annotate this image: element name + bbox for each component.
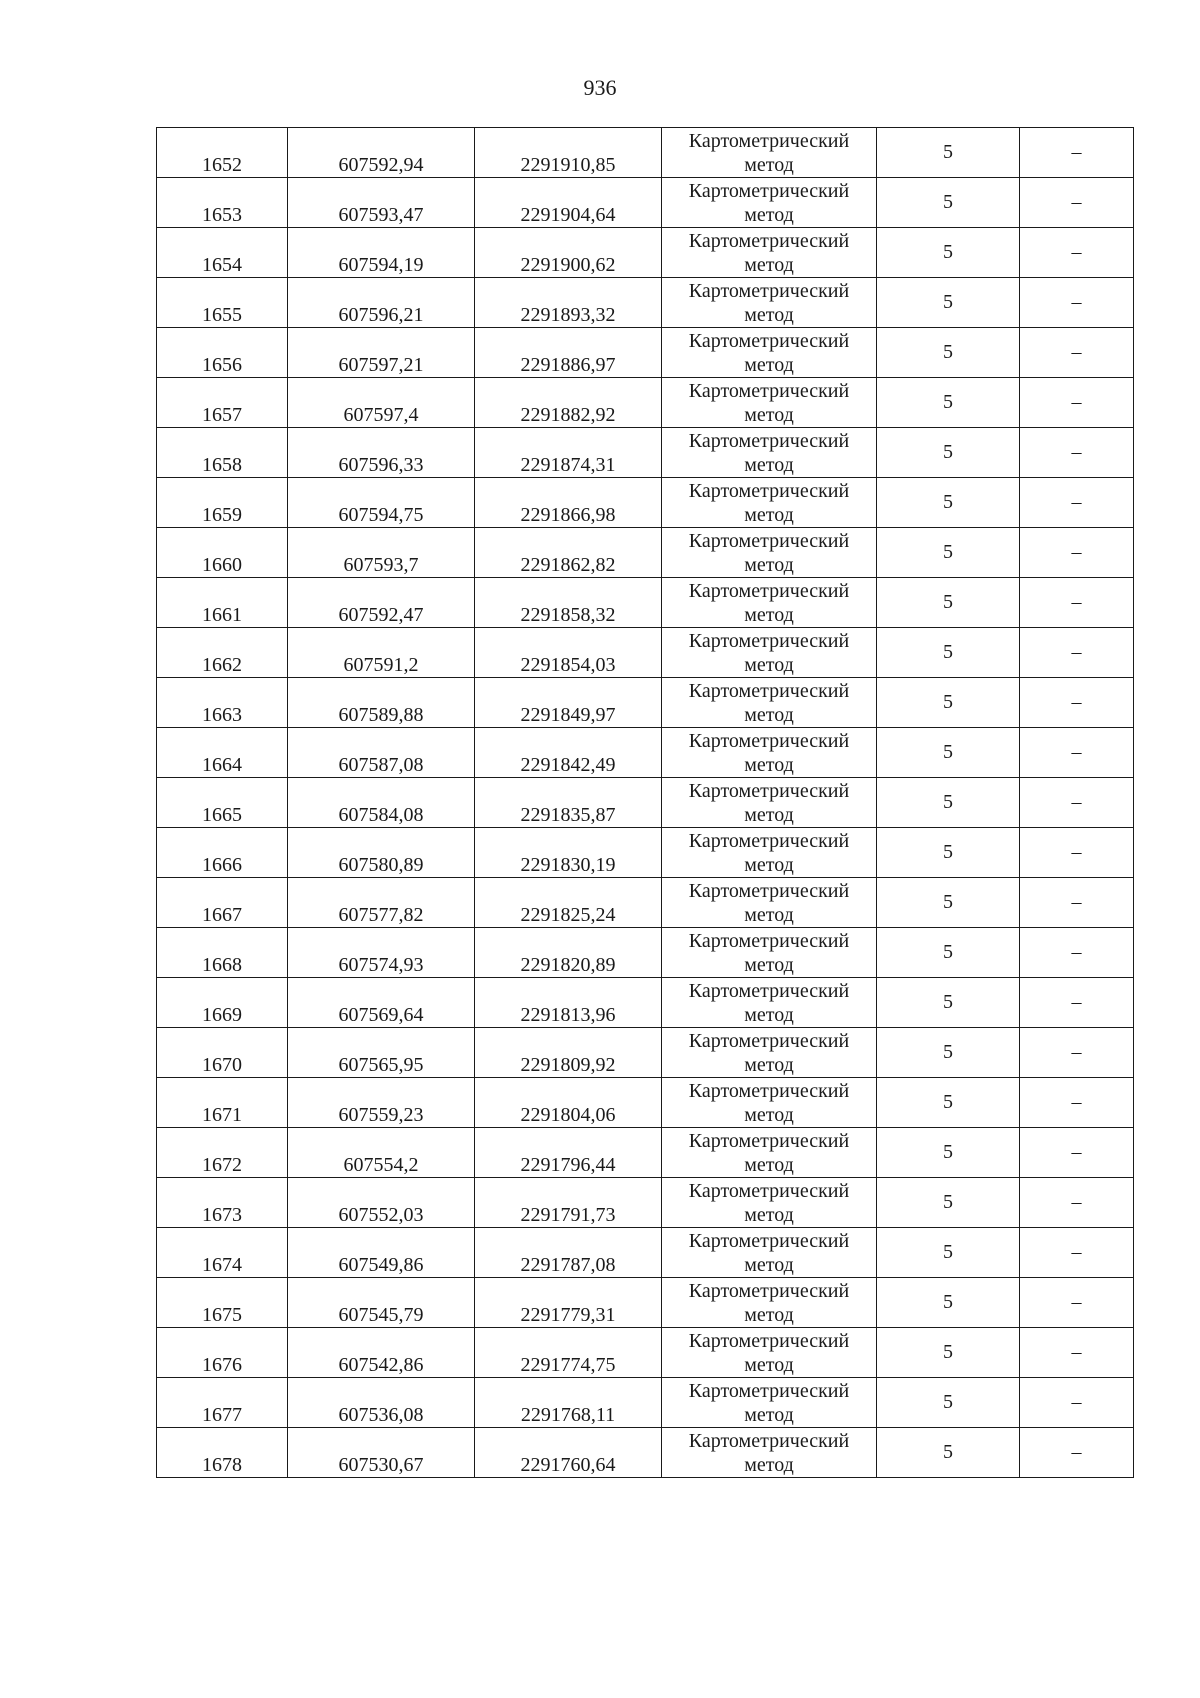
x-coordinate-cell: 607597,21 [288, 328, 475, 378]
table-row [157, 778, 1134, 828]
y-coordinate-cell: 2291849,97 [475, 678, 662, 728]
method-line-1: Картометрический [688, 979, 850, 1002]
point-number-cell: 1658 [157, 428, 288, 478]
x-coordinate-cell: 607591,2 [288, 628, 475, 678]
accuracy-cell: 5 [877, 178, 1020, 228]
method-line-1: Картометрический [688, 529, 850, 552]
table-row [157, 528, 1134, 578]
method-line-1: Картометрический [688, 1329, 850, 1352]
x-coordinate-cell: 607580,89 [288, 828, 475, 878]
method-line-1: Картометрический [688, 629, 850, 652]
method-line-1: Картометрический [688, 929, 850, 952]
description-cell: – [1020, 278, 1134, 328]
table-row [157, 1328, 1134, 1378]
accuracy-cell: 5 [877, 1428, 1020, 1478]
description-cell: – [1020, 128, 1134, 178]
description-cell: – [1020, 1178, 1134, 1228]
method-line-1: Картометрический [688, 1379, 850, 1402]
method-line-1: Картометрический [688, 279, 850, 302]
y-coordinate-cell: 2291858,32 [475, 578, 662, 628]
y-coordinate-cell: 2291835,87 [475, 778, 662, 828]
description-cell: – [1020, 228, 1134, 278]
x-coordinate-cell: 607593,47 [288, 178, 475, 228]
accuracy-cell: 5 [877, 878, 1020, 928]
x-coordinate-cell: 607545,79 [288, 1278, 475, 1328]
table-row [157, 1278, 1134, 1328]
table-row [157, 1428, 1134, 1478]
description-cell: – [1020, 1028, 1134, 1078]
method-cell [662, 1128, 877, 1178]
accuracy-cell: 5 [877, 1028, 1020, 1078]
point-number-cell: 1664 [157, 728, 288, 778]
x-coordinate-cell: 607589,88 [288, 678, 475, 728]
description-cell: – [1020, 728, 1134, 778]
method-line-1: Картометрический [688, 1229, 850, 1252]
accuracy-cell: 5 [877, 378, 1020, 428]
method-line-2: метод [744, 203, 794, 226]
accuracy-cell: 5 [877, 928, 1020, 978]
method-line-1: Картометрический [688, 229, 850, 252]
x-coordinate-cell: 607593,7 [288, 528, 475, 578]
method-cell [662, 1278, 877, 1328]
method-line-1: Картометрический [688, 479, 850, 502]
y-coordinate-cell: 2291791,73 [475, 1178, 662, 1228]
accuracy-cell: 5 [877, 328, 1020, 378]
method-line-1: Картометрический [688, 729, 850, 752]
point-number-cell: 1662 [157, 628, 288, 678]
accuracy-cell: 5 [877, 578, 1020, 628]
method-line-2: метод [744, 603, 794, 626]
method-cell [662, 178, 877, 228]
description-cell: – [1020, 1378, 1134, 1428]
table-row [157, 378, 1134, 428]
table-row [157, 178, 1134, 228]
y-coordinate-cell: 2291774,75 [475, 1328, 662, 1378]
method-cell [662, 928, 877, 978]
method-line-2: метод [744, 503, 794, 526]
table-row [157, 578, 1134, 628]
point-number-cell: 1655 [157, 278, 288, 328]
method-line-1: Картометрический [688, 429, 850, 452]
y-coordinate-cell: 2291874,31 [475, 428, 662, 478]
method-line-2: метод [744, 1253, 794, 1276]
y-coordinate-cell: 2291768,11 [475, 1378, 662, 1428]
method-line-1: Картометрический [688, 879, 850, 902]
y-coordinate-cell: 2291904,64 [475, 178, 662, 228]
method-line-2: метод [744, 553, 794, 576]
accuracy-cell: 5 [877, 428, 1020, 478]
accuracy-cell: 5 [877, 1128, 1020, 1178]
method-line-1: Картометрический [688, 679, 850, 702]
point-number-cell: 1676 [157, 1328, 288, 1378]
accuracy-cell: 5 [877, 628, 1020, 678]
page-number: 936 [583, 75, 617, 100]
x-coordinate-cell: 607594,19 [288, 228, 475, 278]
method-cell [662, 428, 877, 478]
x-coordinate-cell: 607559,23 [288, 1078, 475, 1128]
point-number-cell: 1668 [157, 928, 288, 978]
y-coordinate-cell: 2291779,31 [475, 1278, 662, 1328]
method-cell [662, 1178, 877, 1228]
table-row [157, 978, 1134, 1028]
method-cell [662, 728, 877, 778]
method-line-2: метод [744, 1053, 794, 1076]
method-line-2: метод [744, 853, 794, 876]
method-line-2: метод [744, 1453, 794, 1476]
point-number-cell: 1654 [157, 228, 288, 278]
description-cell: – [1020, 1078, 1134, 1128]
y-coordinate-cell: 2291862,82 [475, 528, 662, 578]
method-cell [662, 678, 877, 728]
x-coordinate-cell: 607542,86 [288, 1328, 475, 1378]
method-line-1: Картометрический [688, 579, 850, 602]
method-line-1: Картометрический [688, 1029, 850, 1052]
point-number-cell: 1659 [157, 478, 288, 528]
x-coordinate-cell: 607584,08 [288, 778, 475, 828]
description-cell: – [1020, 178, 1134, 228]
method-cell [662, 478, 877, 528]
accuracy-cell: 5 [877, 1078, 1020, 1128]
method-line-2: метод [744, 1103, 794, 1126]
method-cell [662, 978, 877, 1028]
y-coordinate-cell: 2291813,96 [475, 978, 662, 1028]
table-row [157, 628, 1134, 678]
description-cell: – [1020, 978, 1134, 1028]
y-coordinate-cell: 2291882,92 [475, 378, 662, 428]
point-number-cell: 1656 [157, 328, 288, 378]
method-line-2: метод [744, 653, 794, 676]
accuracy-cell: 5 [877, 978, 1020, 1028]
x-coordinate-cell: 607569,64 [288, 978, 475, 1028]
method-line-1: Картометрический [688, 779, 850, 802]
method-line-2: метод [744, 803, 794, 826]
description-cell: – [1020, 578, 1134, 628]
point-number-cell: 1674 [157, 1228, 288, 1278]
point-number-cell: 1665 [157, 778, 288, 828]
table-row [157, 228, 1134, 278]
accuracy-cell: 5 [877, 528, 1020, 578]
accuracy-cell: 5 [877, 1278, 1020, 1328]
table-row [157, 1228, 1134, 1278]
table-row [157, 478, 1134, 528]
table-row [157, 278, 1134, 328]
y-coordinate-cell: 2291893,32 [475, 278, 662, 328]
table-row [157, 878, 1134, 928]
method-line-1: Картометрический [688, 1279, 850, 1302]
accuracy-cell: 5 [877, 1228, 1020, 1278]
x-coordinate-cell: 607565,95 [288, 1028, 475, 1078]
accuracy-cell: 5 [877, 728, 1020, 778]
y-coordinate-cell: 2291804,06 [475, 1078, 662, 1128]
y-coordinate-cell: 2291830,19 [475, 828, 662, 878]
method-line-1: Картометрический [688, 379, 850, 402]
method-line-2: метод [744, 253, 794, 276]
method-cell [662, 878, 877, 928]
method-line-1: Картометрический [688, 829, 850, 852]
method-cell [662, 1228, 877, 1278]
method-line-2: метод [744, 903, 794, 926]
table-row [157, 1128, 1134, 1178]
x-coordinate-cell: 607592,47 [288, 578, 475, 628]
method-line-2: метод [744, 403, 794, 426]
x-coordinate-cell: 607596,33 [288, 428, 475, 478]
method-line-2: метод [744, 1353, 794, 1376]
table-row [157, 728, 1134, 778]
point-number-cell: 1667 [157, 878, 288, 928]
method-cell [662, 278, 877, 328]
y-coordinate-cell: 2291809,92 [475, 1028, 662, 1078]
method-line-2: метод [744, 1403, 794, 1426]
y-coordinate-cell: 2291866,98 [475, 478, 662, 528]
x-coordinate-cell: 607597,4 [288, 378, 475, 428]
x-coordinate-cell: 607530,67 [288, 1428, 475, 1478]
method-line-2: метод [744, 1153, 794, 1176]
method-line-2: метод [744, 703, 794, 726]
y-coordinate-cell: 2291787,08 [475, 1228, 662, 1278]
x-coordinate-cell: 607554,2 [288, 1128, 475, 1178]
point-number-cell: 1678 [157, 1428, 288, 1478]
point-number-cell: 1672 [157, 1128, 288, 1178]
method-cell [662, 1378, 877, 1428]
table-row [157, 1178, 1134, 1228]
method-cell [662, 628, 877, 678]
description-cell: – [1020, 1278, 1134, 1328]
x-coordinate-cell: 607552,03 [288, 1178, 475, 1228]
description-cell: – [1020, 328, 1134, 378]
description-cell: – [1020, 1328, 1134, 1378]
method-cell [662, 1028, 877, 1078]
point-number-cell: 1673 [157, 1178, 288, 1228]
accuracy-cell: 5 [877, 1328, 1020, 1378]
x-coordinate-cell: 607536,08 [288, 1378, 475, 1428]
point-number-cell: 1657 [157, 378, 288, 428]
accuracy-cell: 5 [877, 228, 1020, 278]
method-line-1: Картометрический [688, 329, 850, 352]
table-body [157, 128, 1134, 1478]
method-line-2: метод [744, 453, 794, 476]
point-number-cell: 1663 [157, 678, 288, 728]
method-line-1: Картометрический [688, 179, 850, 202]
method-cell [662, 128, 877, 178]
description-cell: – [1020, 1428, 1134, 1478]
table-row [157, 678, 1134, 728]
accuracy-cell: 5 [877, 478, 1020, 528]
method-line-1: Картометрический [688, 1179, 850, 1202]
table-row [157, 328, 1134, 378]
method-line-2: метод [744, 1203, 794, 1226]
coordinates-table [156, 127, 1134, 1478]
x-coordinate-cell: 607596,21 [288, 278, 475, 328]
description-cell: – [1020, 778, 1134, 828]
table-row [157, 928, 1134, 978]
description-cell: – [1020, 428, 1134, 478]
method-line-2: метод [744, 1303, 794, 1326]
y-coordinate-cell: 2291900,62 [475, 228, 662, 278]
point-number-cell: 1661 [157, 578, 288, 628]
accuracy-cell: 5 [877, 678, 1020, 728]
point-number-cell: 1660 [157, 528, 288, 578]
table-row [157, 128, 1134, 178]
method-cell [662, 1328, 877, 1378]
method-line-1: Картометрический [688, 1129, 850, 1152]
x-coordinate-cell: 607577,82 [288, 878, 475, 928]
description-cell: – [1020, 928, 1134, 978]
method-line-2: метод [744, 953, 794, 976]
method-cell [662, 778, 877, 828]
x-coordinate-cell: 607594,75 [288, 478, 475, 528]
description-cell: – [1020, 1128, 1134, 1178]
description-cell: – [1020, 378, 1134, 428]
y-coordinate-cell: 2291910,85 [475, 128, 662, 178]
accuracy-cell: 5 [877, 1378, 1020, 1428]
table-row [157, 1078, 1134, 1128]
y-coordinate-cell: 2291820,89 [475, 928, 662, 978]
table-row [157, 428, 1134, 478]
accuracy-cell: 5 [877, 128, 1020, 178]
method-cell [662, 528, 877, 578]
y-coordinate-cell: 2291886,97 [475, 328, 662, 378]
method-line-2: метод [744, 753, 794, 776]
point-number-cell: 1671 [157, 1078, 288, 1128]
table-row [157, 1378, 1134, 1428]
y-coordinate-cell: 2291825,24 [475, 878, 662, 928]
method-cell [662, 228, 877, 278]
description-cell: – [1020, 828, 1134, 878]
point-number-cell: 1669 [157, 978, 288, 1028]
y-coordinate-cell: 2291760,64 [475, 1428, 662, 1478]
method-line-1: Картометрический [688, 1429, 850, 1452]
method-cell [662, 578, 877, 628]
method-line-1: Картометрический [688, 1079, 850, 1102]
method-line-1: Картометрический [688, 129, 850, 152]
method-cell [662, 1428, 877, 1478]
accuracy-cell: 5 [877, 1178, 1020, 1228]
y-coordinate-cell: 2291854,03 [475, 628, 662, 678]
method-line-2: метод [744, 303, 794, 326]
x-coordinate-cell: 607587,08 [288, 728, 475, 778]
description-cell: – [1020, 478, 1134, 528]
x-coordinate-cell: 607592,94 [288, 128, 475, 178]
method-cell [662, 828, 877, 878]
accuracy-cell: 5 [877, 778, 1020, 828]
point-number-cell: 1675 [157, 1278, 288, 1328]
method-line-2: метод [744, 153, 794, 176]
method-line-2: метод [744, 353, 794, 376]
point-number-cell: 1677 [157, 1378, 288, 1428]
point-number-cell: 1666 [157, 828, 288, 878]
x-coordinate-cell: 607574,93 [288, 928, 475, 978]
table-row [157, 1028, 1134, 1078]
description-cell: – [1020, 678, 1134, 728]
method-cell [662, 328, 877, 378]
description-cell: – [1020, 878, 1134, 928]
method-line-2: метод [744, 1003, 794, 1026]
y-coordinate-cell: 2291796,44 [475, 1128, 662, 1178]
x-coordinate-cell: 607549,86 [288, 1228, 475, 1278]
y-coordinate-cell: 2291842,49 [475, 728, 662, 778]
table-row [157, 828, 1134, 878]
point-number-cell: 1652 [157, 128, 288, 178]
accuracy-cell: 5 [877, 828, 1020, 878]
point-number-cell: 1653 [157, 178, 288, 228]
method-cell [662, 378, 877, 428]
point-number-cell: 1670 [157, 1028, 288, 1078]
description-cell: – [1020, 628, 1134, 678]
method-cell [662, 1078, 877, 1128]
accuracy-cell: 5 [877, 278, 1020, 328]
description-cell: – [1020, 528, 1134, 578]
description-cell: – [1020, 1228, 1134, 1278]
